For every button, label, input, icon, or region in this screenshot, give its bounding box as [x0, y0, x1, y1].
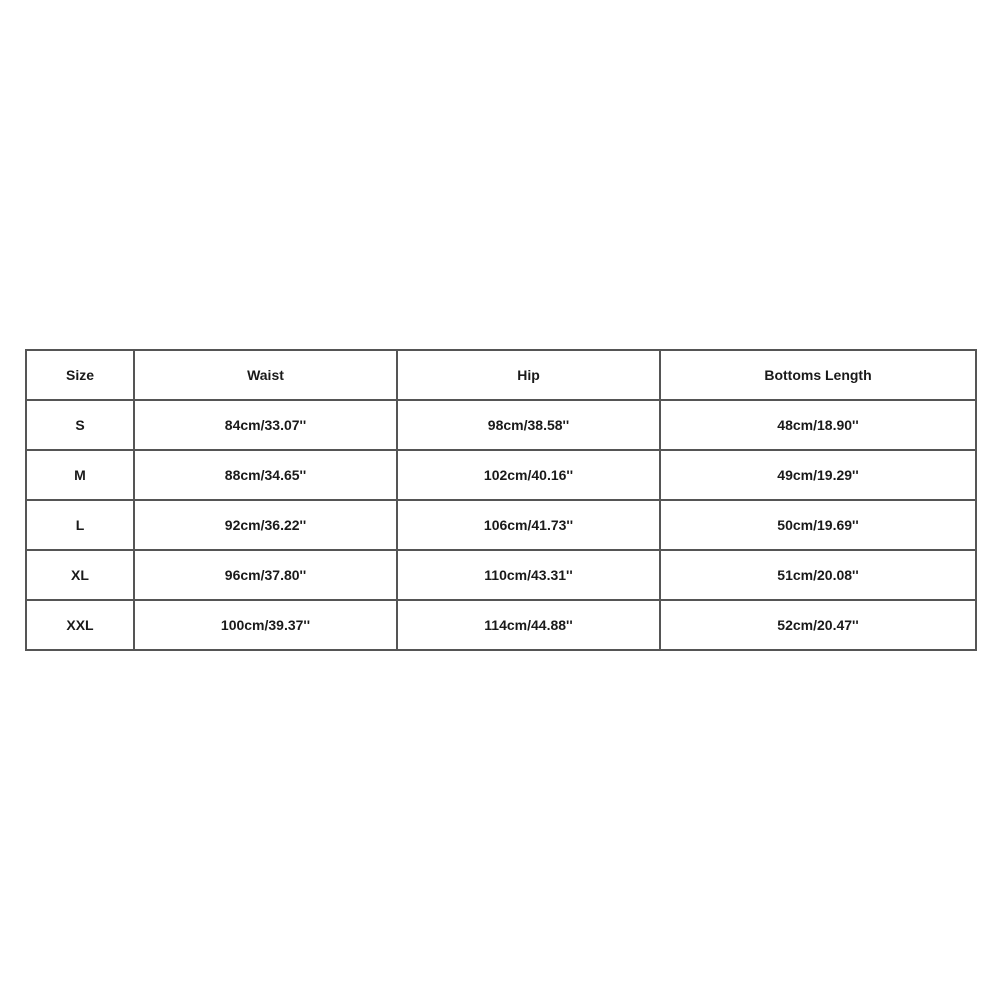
cell-size: S	[26, 400, 134, 450]
table-row	[26, 550, 976, 600]
cell-bottoms-length: 52cm/20.47''	[660, 600, 976, 650]
cell-waist: 96cm/37.80''	[134, 550, 397, 600]
header-hip: Hip	[397, 350, 660, 400]
table-row	[26, 600, 976, 650]
cell-bottoms-length: 50cm/19.69''	[660, 500, 976, 550]
cell-size: XL	[26, 550, 134, 600]
header-size: Size	[26, 350, 134, 400]
cell-bottoms-length: 51cm/20.08''	[660, 550, 976, 600]
cell-waist: 84cm/33.07''	[134, 400, 397, 450]
size-chart-table	[25, 349, 977, 651]
cell-size: L	[26, 500, 134, 550]
header-waist: Waist	[134, 350, 397, 400]
cell-waist: 100cm/39.37''	[134, 600, 397, 650]
cell-bottoms-length: 48cm/18.90''	[660, 400, 976, 450]
cell-hip: 98cm/38.58''	[397, 400, 660, 450]
table-header-row	[26, 350, 976, 400]
cell-hip: 102cm/40.16''	[397, 450, 660, 500]
cell-size: M	[26, 450, 134, 500]
table-row	[26, 500, 976, 550]
cell-waist: 92cm/36.22''	[134, 500, 397, 550]
header-bottoms-length: Bottoms Length	[660, 350, 976, 400]
cell-size: XXL	[26, 600, 134, 650]
table-row	[26, 400, 976, 450]
cell-hip: 106cm/41.73''	[397, 500, 660, 550]
table-row	[26, 450, 976, 500]
cell-waist: 88cm/34.65''	[134, 450, 397, 500]
cell-bottoms-length: 49cm/19.29''	[660, 450, 976, 500]
cell-hip: 114cm/44.88''	[397, 600, 660, 650]
cell-hip: 110cm/43.31''	[397, 550, 660, 600]
